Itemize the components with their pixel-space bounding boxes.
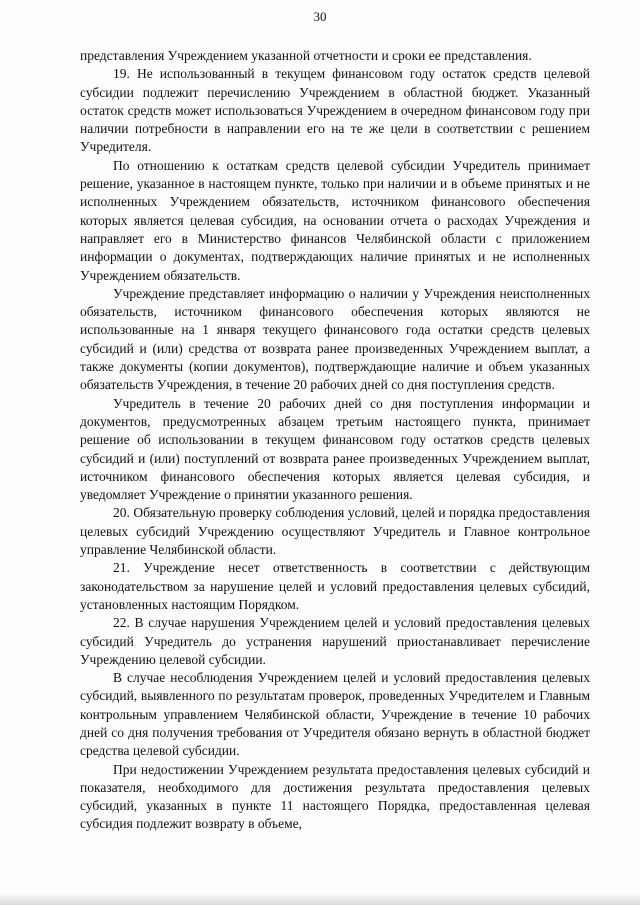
paragraph-item-21: 21. Учреждение несет ответственность в соответствии с действующим законодательством за нарушение целей и условий предоставления целевых субсидий, установленных настоящим Порядком. (80, 560, 590, 612)
paragraph-continuation: представления Учреждением указанной отчетности и сроки ее представления. (80, 48, 532, 63)
paragraph: Учредитель в течение 20 рабочих дней со дня поступления информации и документов, предусмотренных абзацем третьим настоящего пункта, принимает решение об использовании в текущем финансовом году остатков средств целевых субсидий и (или) поступлений от возврата ранее произведенных Учреждением выплат, источником финансового обеспечения которых является целевая субсидия, и уведомляет Учреждение о принятии указанного решения. (80, 395, 590, 503)
paragraph-item-20: 20. Обязательную проверку соблюдения условий, целей и порядка предоставления целевых субсидий Учреждению осуществляют Учредитель и Главное контрольное управление Челябинской области. (80, 505, 590, 558)
paragraph-item-19: 19. Не использованный в текущем финансовом году остаток средств целевой субсидии подлежит перечислению Учреждением в областной бюджет. Указанный остаток средств может использоваться Учреждением в очередном финансовом году при наличии потребности в направлении его на те же цели в соответствии с решением Учредителя. (80, 66, 590, 155)
paragraph: В случае несоблюдения Учреждением целей и условий предоставления целевых субсидий, выявленного по результатам проверок, проведенных Учредителем и Главным контрольным управлением Челябинской области, Учреждение в течение 10 рабочих дней со дня получения требования от Учредителя обязано вернуть в областной бюджет средства целевой субсидии. (80, 670, 590, 759)
paragraph: По отношению к остаткам средств целевой субсидии Учредитель принимает решение, указанное в настоящем пункте, только при наличии и в объеме принятых и не исполненных Учреждением обязательств, источником финансового обеспечения которых является целевая субсидия, на основании отчета о расходах Учреждения и направляет его в Министерство финансов Челябинской области с приложением информации о документах, подтверждающих наличие принятых и не исполненных Учреждением обязательств. (80, 157, 590, 283)
paragraph: Учреждение представляет информацию о наличии у Учреждения неисполненных обязательств, источником финансового обеспечения которых являются не использованные на 1 января текущего финансового года остатки средств целевых субсидий и (или) средства от возврата ранее произведенных Учреждением выплат, а также документы (копии документов), подтверждающие наличие и объем указанных обязательств Учреждения, в течение 20 рабочих дней со дня поступления средств. (80, 285, 590, 393)
document-body (80, 47, 590, 834)
scan-edge (0, 893, 640, 905)
page-number: 30 (313, 9, 327, 24)
paragraph-item-22: 22. В случае нарушения Учреждением целей и условий предоставления целевых субсидий Учредитель до устранения нарушений приостанавливает перечисление Учреждению целевой субсидии. (80, 615, 590, 667)
paragraph: При недостижении Учреждением результата предоставления целевых субсидий и показателя, необходимого для достижения результата предоставления целевых субсидий, указанных в пункте 11 настоящего Порядка, предоставленная целевая субсидия подлежит возврату в объеме, (80, 761, 590, 832)
